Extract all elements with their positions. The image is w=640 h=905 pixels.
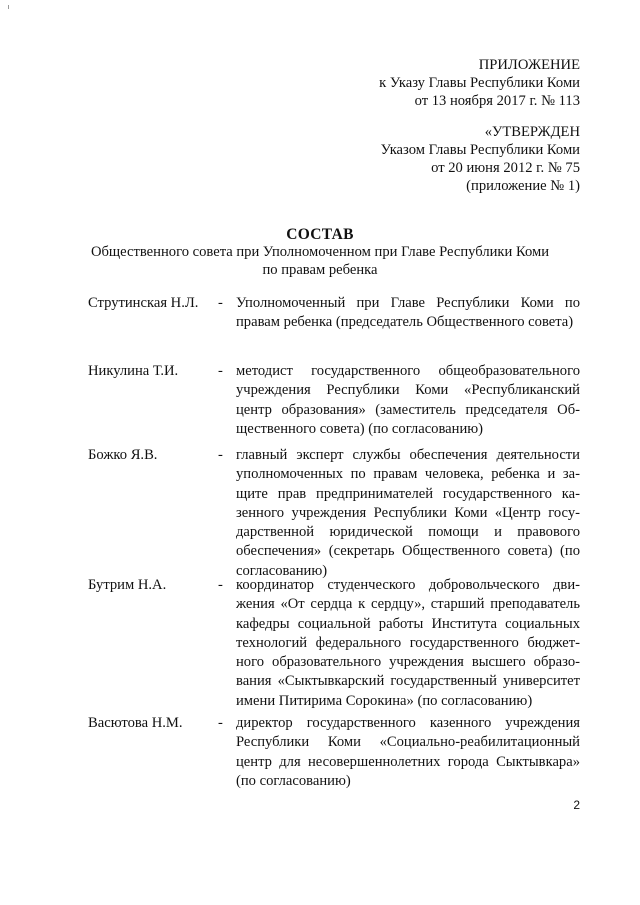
attachment-header: [379, 56, 580, 110]
approval-line-3: от 20 июня 2012 г. № 75: [431, 160, 580, 176]
member-role: главный эксперт службы обеспечения деятельности уполномоченных по правам человека, ребенка и защите прав предпринимателей государственного казенного учреждения Республики Коми «Центр государственной юридической помощи и правового обеспечения» (секретарь Общественного совета) (по согласованию): [236, 447, 580, 579]
member-role: Уполномоченный при Главе Республики Коми по правам ребенка (председатель Общественного совета): [236, 295, 580, 331]
approval-line-1: «УТВЕРЖДЕН: [484, 124, 580, 140]
member-name: Васютова Н.М.: [88, 715, 183, 731]
member-dash: -: [218, 715, 223, 731]
attachment-line-3: от 13 ноября 2017 г. № 113: [414, 93, 580, 109]
approval-line-2: Указом Главы Республики Коми: [380, 142, 580, 158]
approval-header: [381, 123, 580, 195]
approval-line-4: (приложение № 1): [466, 178, 580, 194]
member-role: директор государственного казенного учреждения Республики Коми «Социально-реабилитационный центр для несовершеннолетних города Сыктывкара» (по согласованию): [236, 715, 580, 789]
member-name: Струтинская Н.Л.: [88, 295, 199, 311]
member-role: координатор студенческого добровольческого движения «От сердца к сердцу», старший преподаватель кафедры социальной работы Института социальных технологий федерального государственного бюджетного образовательного учреждения высшего образования «Сыктывкарский государственный университет имени Питирима Сорокина» (по согласованию): [236, 577, 580, 709]
member-name: Никулина Т.И.: [88, 363, 179, 379]
member-dash: -: [218, 295, 223, 311]
member-role: методист государственного общеобразовательного учреждения Республики Коми «Республиканский центр образования» (заместитель председателя Общественного совета) (по согласованию): [236, 363, 580, 437]
document-title: СОСТАВ: [286, 226, 354, 243]
member-dash: -: [218, 577, 223, 593]
subtitle-line-2: по правам ребенка: [262, 262, 378, 278]
attachment-line-2: к Указу Главы Республики Коми: [379, 75, 580, 91]
subtitle-line-1: Общественного совета при Уполномоченном при Главе Республики Коми: [90, 244, 550, 260]
member-dash: -: [218, 363, 223, 379]
page-number: 2: [573, 798, 580, 812]
attachment-line-1: ПРИЛОЖЕНИЕ: [478, 57, 580, 73]
scan-speck: [8, 5, 9, 9]
member-dash: -: [218, 447, 223, 463]
member-name: Божко Я.В.: [88, 447, 158, 463]
member-name: Бутрим Н.А.: [88, 577, 167, 593]
document-subtitle: [60, 243, 580, 279]
